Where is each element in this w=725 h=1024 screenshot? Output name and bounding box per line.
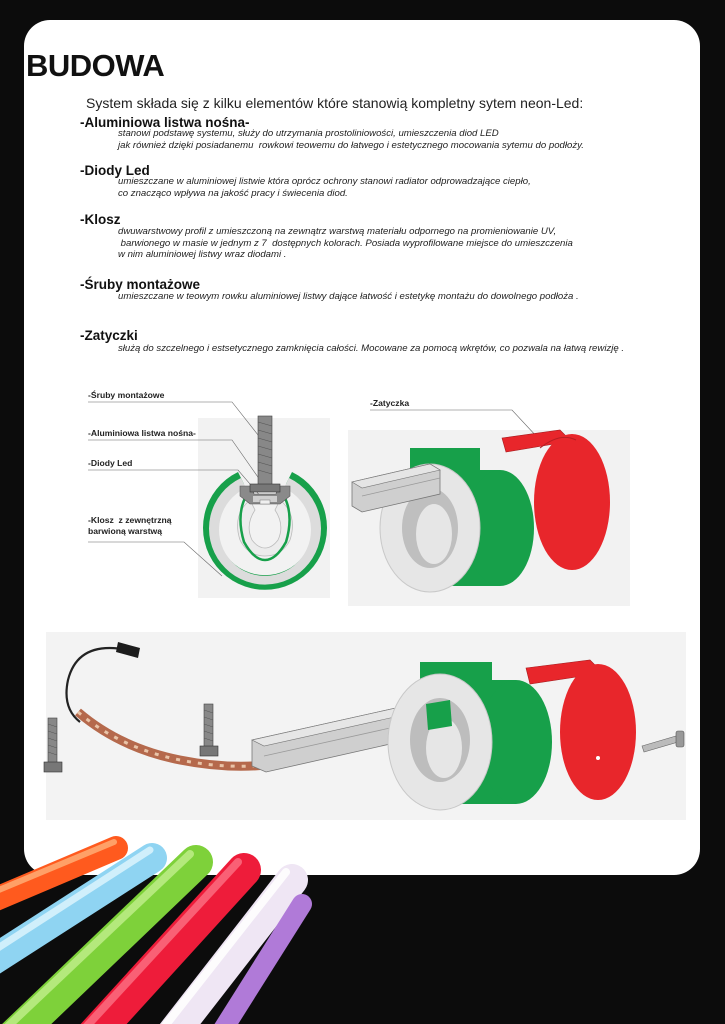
label-rail: -Aluminiowa listwa nośna- xyxy=(88,428,196,438)
cross-section-diagram xyxy=(88,402,330,598)
section-screws-heading: -Śruby montażowe xyxy=(80,277,201,292)
label-screws: -Śruby montażowe xyxy=(88,390,165,400)
section-rail-heading: -Aluminiowa listwa nośna- xyxy=(80,115,250,130)
section-caps-heading: -Zatyczki xyxy=(80,328,138,343)
section-diodes-body: umieszczane w aluminiowej listwie która oprócz ochrony stanowi radiator odprowadzające ciepło, co znacząco wpływa na jakość pracy i świecenia diod. xyxy=(118,176,531,199)
end-cap-diagram xyxy=(348,410,630,606)
label-cover: -Klosz z zewnętrzną barwioną warstwą xyxy=(88,515,172,536)
label-cap: -Zatyczka xyxy=(370,398,410,408)
neon-tubes-decoration xyxy=(0,842,302,1024)
section-caps-body: służą do szczelnego i estsetycznego zamknięcia całości. Mocowane za pomocą wkrętów, co pozwala na łatwą rewizję . xyxy=(118,343,625,354)
section-cover-heading: -Klosz xyxy=(80,212,121,227)
label-diodes: -Diody Led xyxy=(88,458,133,468)
intro-text: System składa się z kilku elementów które stanowią kompletny sytem neon-Led: xyxy=(86,95,584,111)
section-cover-body: dwuwarstwowy profil z umieszczoną na zewnątrz warstwą materiału odpornego na promieniowanie UV, barwionego w masie w jednym z 7 dostępnych kolorach. Posiada wyprofilowane miejsce do umieszczenia w nim aluminiowej listwy wraz diodami . xyxy=(118,226,573,261)
page-title: BUDOWA xyxy=(26,48,165,83)
section-screws-body: umieszczane w teowym rowku aluminiowej listwy dające łatwość i estetykę montażu do dowolnego podłoża . xyxy=(118,291,579,302)
section-rail-body: stanowi podstawę systemu, służy do utrzymania prostoliniowości, umieszczenia diod LED jak również dzięki posiadanemu rowkowi teowemu do łatwego i estetycznego mocowania sytemu do podłoży. xyxy=(118,128,584,151)
section-diodes-heading: -Diody Led xyxy=(80,163,150,178)
assembly-diagram xyxy=(44,632,686,820)
